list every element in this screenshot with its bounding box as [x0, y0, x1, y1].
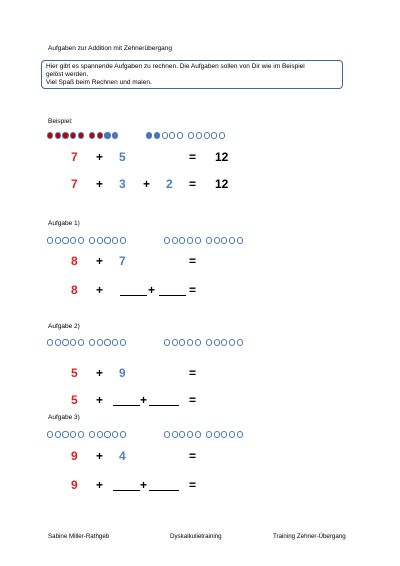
task2-plus: + [96, 366, 104, 380]
task1-equals2: = [189, 283, 197, 297]
empty-circle-icon [97, 237, 103, 243]
footer-author: Sabine Miller-Rathgeb [48, 533, 110, 540]
empty-circle-icon [162, 132, 168, 138]
task3-plus2: + [96, 478, 104, 492]
task3-dot-row [47, 430, 248, 439]
empty-circle-icon [206, 237, 212, 243]
task1-plus2: + [96, 283, 104, 297]
empty-circle-icon [112, 431, 118, 437]
red-dot-icon [62, 132, 68, 138]
task2-blank-1[interactable] [113, 395, 140, 406]
dot-group [164, 339, 201, 345]
empty-circle-icon [169, 132, 175, 138]
empty-circle-icon [204, 132, 210, 138]
task2-equals: = [189, 366, 197, 380]
empty-circle-icon [104, 431, 110, 437]
empty-circle-icon [62, 339, 68, 345]
dot-group [206, 431, 243, 437]
empty-circle-icon [55, 339, 61, 345]
empty-circle-icon [70, 431, 76, 437]
task1-plus3: + [148, 283, 156, 297]
empty-circle-icon [164, 339, 170, 345]
empty-circle-icon [229, 339, 235, 345]
document-title: Aufgaben zur Addition mit Zehnerübergang [48, 45, 172, 52]
dot-group [206, 339, 243, 345]
example-row2-plus2: + [143, 177, 151, 191]
blue-dot-icon [104, 132, 110, 138]
empty-circle-icon [55, 237, 61, 243]
empty-circle-icon [221, 339, 227, 345]
empty-circle-icon [104, 339, 110, 345]
footer-topic: Training Zehner-Übergang [273, 533, 346, 540]
empty-circle-icon [104, 237, 110, 243]
task1-a: 8 [71, 254, 78, 268]
dot-group [206, 237, 243, 243]
empty-circle-icon [221, 237, 227, 243]
dot-group [47, 431, 84, 437]
empty-circle-icon [164, 431, 170, 437]
example-row2-plus: + [96, 177, 104, 191]
empty-circle-icon [172, 339, 178, 345]
example-row1-a: 7 [71, 150, 78, 164]
empty-circle-icon [89, 237, 95, 243]
empty-circle-icon [47, 237, 53, 243]
task2-label: Aufgabe 2) [48, 323, 80, 330]
dot-group [164, 431, 201, 437]
task2-dot-row [47, 338, 248, 347]
dot-group [89, 132, 118, 138]
example-row1-plus: + [96, 150, 104, 164]
empty-circle-icon [187, 431, 193, 437]
intro-box [41, 60, 343, 89]
empty-circle-icon [214, 431, 220, 437]
task2-equals2: = [189, 393, 197, 407]
empty-circle-icon [211, 132, 217, 138]
task1-plus: + [96, 254, 104, 268]
dot-group [89, 237, 126, 243]
empty-circle-icon [206, 339, 212, 345]
empty-circle-icon [172, 431, 178, 437]
example-label: Beispiel: [48, 118, 73, 125]
intro-line: gelöst werden. [46, 71, 89, 79]
empty-circle-icon [187, 237, 193, 243]
empty-circle-icon [187, 339, 193, 345]
empty-circle-icon [120, 431, 126, 437]
dot-group [47, 132, 84, 138]
task2-blank-2[interactable] [149, 395, 179, 406]
red-dot-icon [55, 132, 61, 138]
example-row1-b: 5 [119, 150, 126, 164]
red-dot-icon [97, 132, 103, 138]
empty-circle-icon [112, 339, 118, 345]
task2-plus3: + [140, 393, 148, 407]
red-dot-icon [89, 132, 95, 138]
empty-circle-icon [229, 237, 235, 243]
task3-equals: = [189, 449, 197, 463]
empty-circle-icon [97, 431, 103, 437]
task2-b: 9 [119, 366, 126, 380]
empty-circle-icon [78, 431, 84, 437]
dot-group [188, 132, 225, 138]
dot-group [164, 237, 201, 243]
empty-circle-icon [112, 237, 118, 243]
task3-plus: + [96, 449, 104, 463]
empty-circle-icon [179, 339, 185, 345]
intro-line: Viel Spaß beim Rechnen und malen. [46, 79, 152, 87]
dot-group [47, 237, 84, 243]
empty-circle-icon [219, 132, 225, 138]
task3-equals2: = [189, 478, 197, 492]
task1-a-again: 8 [71, 283, 78, 297]
empty-circle-icon [97, 339, 103, 345]
empty-circle-icon [195, 339, 201, 345]
task1-b: 7 [119, 254, 126, 268]
task1-blank-1[interactable] [120, 285, 147, 296]
example-row2-a: 7 [71, 177, 78, 191]
task3-blank-2[interactable] [149, 480, 179, 491]
empty-circle-icon [195, 237, 201, 243]
task3-b: 4 [119, 449, 126, 463]
task2-a-again: 5 [71, 393, 78, 407]
dot-group [47, 339, 84, 345]
empty-circle-icon [177, 132, 183, 138]
example-row1-result: 12 [215, 150, 229, 164]
example-row2-equals: = [189, 177, 197, 191]
empty-circle-icon [89, 339, 95, 345]
empty-circle-icon [89, 431, 95, 437]
example-row1-equals: = [189, 150, 197, 164]
task3-blank-1[interactable] [113, 480, 140, 491]
empty-circle-icon [196, 132, 202, 138]
example-row2-b: 3 [119, 177, 126, 191]
red-dot-icon [47, 132, 53, 138]
task1-equals: = [189, 254, 197, 268]
empty-circle-icon [188, 132, 194, 138]
empty-circle-icon [172, 237, 178, 243]
footer-course: Dyskalkulietraining [170, 533, 222, 540]
empty-circle-icon [78, 237, 84, 243]
empty-circle-icon [55, 431, 61, 437]
empty-circle-icon [120, 237, 126, 243]
empty-circle-icon [47, 431, 53, 437]
empty-circle-icon [195, 431, 201, 437]
empty-circle-icon [214, 339, 220, 345]
empty-circle-icon [70, 237, 76, 243]
empty-circle-icon [237, 237, 243, 243]
empty-circle-icon [62, 237, 68, 243]
empty-circle-icon [78, 339, 84, 345]
task2-plus2: + [96, 393, 104, 407]
empty-circle-icon [70, 339, 76, 345]
task1-label: Aufgabe 1) [48, 220, 80, 227]
red-dot-icon [78, 132, 84, 138]
example-row2-c: 2 [166, 177, 173, 191]
task3-label: Aufgabe 3) [48, 414, 80, 421]
empty-circle-icon [237, 339, 243, 345]
dot-group [146, 132, 183, 138]
task3-plus3: + [140, 478, 148, 492]
task3-a-again: 9 [71, 478, 78, 492]
blue-dot-icon [146, 132, 152, 138]
example-row2-result: 12 [215, 177, 229, 191]
example-dot-row [47, 131, 230, 140]
intro-line: Hier gibt es spannende Aufgaben zu rechnen. Die Aufgaben sollen von Dir wie im Beispiel [46, 63, 305, 70]
empty-circle-icon [47, 339, 53, 345]
task1-dot-row [47, 236, 248, 245]
empty-circle-icon [179, 237, 185, 243]
empty-circle-icon [164, 237, 170, 243]
task1-blank-2[interactable] [159, 285, 186, 296]
red-dot-icon [70, 132, 76, 138]
empty-circle-icon [206, 431, 212, 437]
blue-dot-icon [112, 132, 118, 138]
empty-circle-icon [62, 431, 68, 437]
empty-circle-icon [214, 237, 220, 243]
dot-group [89, 431, 126, 437]
empty-circle-icon [179, 431, 185, 437]
task3-a: 9 [71, 449, 78, 463]
empty-circle-icon [237, 431, 243, 437]
task2-a: 5 [71, 366, 78, 380]
blue-dot-icon [154, 132, 160, 138]
dot-group [89, 339, 126, 345]
empty-circle-icon [221, 431, 227, 437]
empty-circle-icon [120, 339, 126, 345]
empty-circle-icon [229, 431, 235, 437]
